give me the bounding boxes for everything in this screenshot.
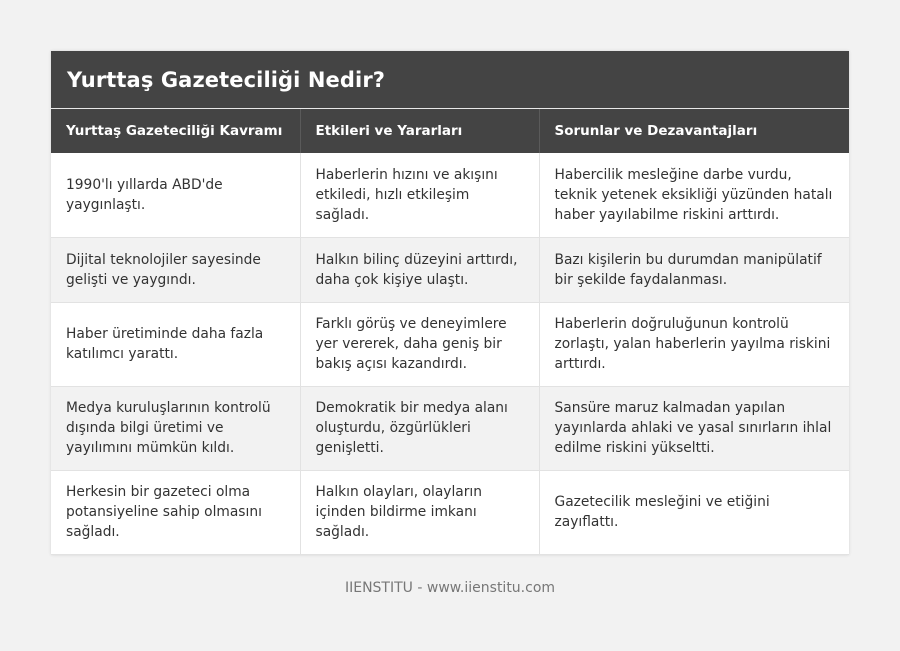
cell-problems: Habercilik mesleğine darbe vurdu, teknik yetenek eksikliği yüzünden hatalı haber yayılabilme riskini arttırdı. (539, 153, 849, 237)
table-row (51, 302, 849, 386)
cell-problems: Haberlerin doğruluğunun kontrolü zorlaştı, yalan haberlerin yayılma riskini arttırdı. (539, 302, 849, 386)
table-header-row (51, 109, 849, 153)
table-row (51, 470, 849, 554)
cell-concept: 1990'lı yıllarda ABD'de yaygınlaştı. (51, 153, 300, 237)
cell-concept: Dijital teknolojiler sayesinde gelişti ve yaygındı. (51, 237, 300, 302)
cell-problems: Sansüre maruz kalmadan yapılan yayınlarda ahlaki ve yasal sınırların ihlal edilme riskini yükseltti. (539, 386, 849, 470)
cell-effects: Halkın olayları, olayların içinden bildirme imkanı sağladı. (300, 470, 539, 554)
cell-effects: Demokratik bir medya alanı oluşturdu, özgürlükleri genişletti. (300, 386, 539, 470)
cell-problems: Gazetecilik mesleğini ve etiğini zayıflattı. (539, 470, 849, 554)
column-header-problems: Sorunlar ve Dezavantajları (539, 109, 849, 153)
cell-concept: Medya kuruluşlarının kontrolü dışında bilgi üretimi ve yayılımını mümkün kıldı. (51, 386, 300, 470)
cell-problems: Bazı kişilerin bu durumdan manipülatif bir şekilde faydalanması. (539, 237, 849, 302)
cell-concept: Herkesin bir gazeteci olma potansiyeline sahip olmasını sağladı. (51, 470, 300, 554)
column-header-concept: Yurttaş Gazeteciliği Kavramı (51, 109, 300, 153)
cell-effects: Halkın bilinç düzeyini arttırdı, daha çok kişiye ulaştı. (300, 237, 539, 302)
cell-concept: Haber üretiminde daha fazla katılımcı yarattı. (51, 302, 300, 386)
column-header-effects: Etkileri ve Yararları (300, 109, 539, 153)
comparison-table (51, 109, 849, 555)
cell-effects: Farklı görüş ve deneyimlere yer vererek, daha geniş bir bakış açısı kazandırdı. (300, 302, 539, 386)
cell-effects: Haberlerin hızını ve akışını etkiledi, hızlı etkileşim sağladı. (300, 153, 539, 237)
title-bar (51, 51, 849, 109)
table-card (51, 51, 849, 555)
page-title: Yurttaş Gazeteciliği Nedir? (67, 67, 386, 92)
table-row (51, 153, 849, 237)
footer-credit: IIENSTITU - www.iienstitu.com (344, 580, 556, 596)
table-row (51, 386, 849, 470)
table-row (51, 237, 849, 302)
